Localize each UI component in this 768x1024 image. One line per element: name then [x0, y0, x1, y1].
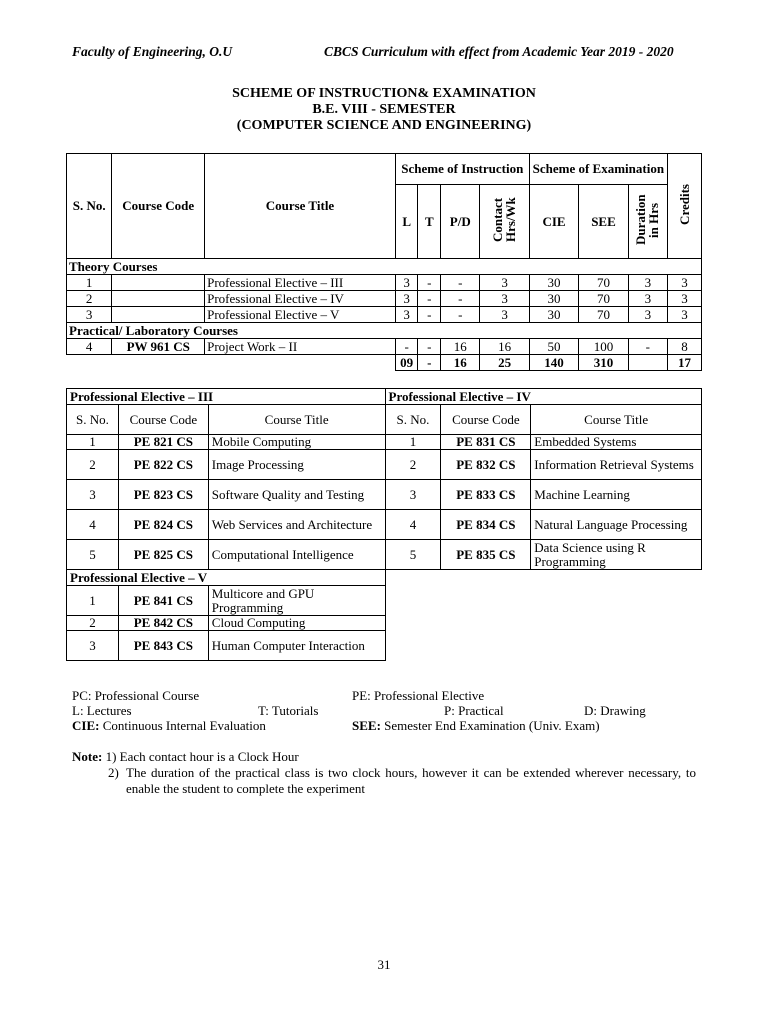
cell-contact: 3	[480, 307, 529, 323]
pe4-col-title: Course Title	[531, 405, 702, 435]
cell-sno: 1	[385, 435, 441, 450]
cell-pd: -	[441, 291, 480, 307]
col-title-header: Course Title	[205, 154, 396, 259]
cell-title: Project Work – II	[205, 339, 396, 355]
blank-cell	[385, 616, 702, 631]
cell-cie: 30	[529, 275, 578, 291]
cell-pd: -	[441, 275, 480, 291]
cell-code: PE 831 CS	[441, 435, 531, 450]
cell-sno: 2	[67, 616, 119, 631]
cell-sno: 5	[385, 540, 441, 570]
cell-l: 3	[395, 291, 418, 307]
col-code-header: Course Code	[112, 154, 205, 259]
total-duration	[628, 355, 667, 371]
cell-code: PE 821 CS	[118, 435, 208, 450]
cell-sno: 4	[385, 510, 441, 540]
cell-sno: 2	[67, 291, 112, 307]
theory-section-label: Theory Courses	[67, 259, 702, 275]
cell-credits: 8	[667, 339, 701, 355]
legend-see	[352, 718, 600, 733]
total-row	[67, 355, 702, 371]
cell-cie: 50	[529, 339, 578, 355]
legend-t: T: Tutorials	[258, 703, 319, 718]
cell-code: PE 825 CS	[118, 540, 208, 570]
table-row	[67, 435, 702, 450]
pe4-heading: Professional Elective – IV	[385, 389, 702, 405]
cell-code	[112, 291, 205, 307]
legend-cie-key: CIE:	[72, 718, 100, 733]
cell-contact: 3	[480, 275, 529, 291]
cell-code: PE 832 CS	[441, 450, 531, 480]
table-row	[67, 291, 702, 307]
legend-pc: PC: Professional Course	[72, 688, 200, 703]
cell-title: Computational Intelligence	[208, 540, 385, 570]
note-line-2	[108, 765, 696, 797]
cell-code: PE 833 CS	[441, 480, 531, 510]
cell-title: Cloud Computing	[208, 616, 385, 631]
pe3-col-title: Course Title	[208, 405, 385, 435]
cell-see: 70	[579, 275, 628, 291]
credits-label: Credits	[676, 184, 692, 225]
cell-sno: 2	[67, 450, 119, 480]
cell-title: Information Retrieval Systems	[531, 450, 702, 480]
cell-l: 3	[395, 307, 418, 323]
cell-duration: -	[628, 339, 667, 355]
table-row	[67, 616, 702, 631]
cell-code: PE 841 CS	[118, 586, 208, 616]
legend-see-value: Semester End Examination (Univ. Exam)	[380, 718, 600, 733]
cell-code: PE 835 CS	[441, 540, 531, 570]
practical-section-label: Practical/ Laboratory Courses	[67, 323, 702, 339]
col-pd-header: P/D	[441, 185, 480, 259]
cell-code: PE 822 CS	[118, 450, 208, 480]
total-cie: 140	[529, 355, 578, 371]
credits-header	[667, 154, 701, 259]
cell-title: Multicore and GPU Programming	[208, 586, 385, 616]
cell-duration: 3	[628, 307, 667, 323]
total-pd: 16	[441, 355, 480, 371]
col-see-header: SEE	[579, 185, 628, 259]
scheme-table	[66, 153, 702, 371]
cell-sno: 1	[67, 586, 119, 616]
cell-code: PW 961 CS	[112, 339, 205, 355]
cell-title: Software Quality and Testing	[208, 480, 385, 510]
title-line-2: B.E. VIII - SEMESTER	[312, 102, 456, 117]
col-contact-header	[480, 185, 529, 259]
col-l-header: L	[395, 185, 418, 259]
total-l: 09	[395, 355, 418, 371]
header-curriculum: CBCS Curriculum with effect from Academic Year 2019 - 2020	[324, 44, 674, 59]
col-duration-header	[628, 185, 667, 259]
cell-sno: 3	[67, 307, 112, 323]
table-row	[67, 307, 702, 323]
pe3-heading: Professional Elective – III	[67, 389, 386, 405]
table-row	[67, 510, 702, 540]
contact-label: Contact Hrs/Wk	[489, 197, 518, 243]
cell-duration: 3	[628, 291, 667, 307]
cell-credits: 3	[667, 291, 701, 307]
cell-cie: 30	[529, 291, 578, 307]
instruction-header: Scheme of Instruction	[395, 154, 529, 185]
cell-code	[112, 307, 205, 323]
cell-sno: 2	[385, 450, 441, 480]
pe3-col-sno: S. No.	[67, 405, 119, 435]
legend-p: P: Practical	[444, 703, 504, 718]
note-label: Note:	[72, 749, 103, 764]
cell-title: Professional Elective – IV	[205, 291, 396, 307]
cell-contact: 16	[480, 339, 529, 355]
col-sno-header: S. No.	[67, 154, 112, 259]
title-line-3: (COMPUTER SCIENCE AND ENGINEERING)	[236, 118, 532, 133]
total-blank	[67, 355, 396, 371]
legend-cie	[72, 718, 266, 733]
cell-see: 70	[579, 291, 628, 307]
cell-title: Professional Elective – III	[205, 275, 396, 291]
cell-code: PE 842 CS	[118, 616, 208, 631]
cell-sno: 1	[67, 275, 112, 291]
cell-credits: 3	[667, 275, 701, 291]
cell-title: Image Processing	[208, 450, 385, 480]
col-cie-header: CIE	[529, 185, 578, 259]
cell-l: 3	[395, 275, 418, 291]
cell-sno: 4	[67, 339, 112, 355]
table-row	[67, 275, 702, 291]
pe5-spacer	[385, 570, 702, 586]
table-row	[67, 339, 702, 355]
note-item-2: The duration of the practical class is two clock hours, however it can be extended wherever necessary, to enable the student to complete the experiment	[126, 765, 696, 796]
cell-title: Natural Language Processing	[531, 510, 702, 540]
cell-code: PE 834 CS	[441, 510, 531, 540]
cell-code: PE 824 CS	[118, 510, 208, 540]
pe4-col-sno: S. No.	[385, 405, 441, 435]
cell-see: 70	[579, 307, 628, 323]
table-row	[67, 450, 702, 480]
blank-cell	[385, 586, 702, 616]
cell-pd: 16	[441, 339, 480, 355]
cell-t: -	[418, 339, 441, 355]
table-row	[67, 631, 702, 661]
note-block	[72, 749, 696, 797]
cell-t: -	[418, 291, 441, 307]
page-number: 31	[377, 957, 391, 972]
pe3-col-code: Course Code	[118, 405, 208, 435]
note-item-2-number: 2)	[108, 765, 119, 780]
cell-code: PE 823 CS	[118, 480, 208, 510]
cell-code: PE 843 CS	[118, 631, 208, 661]
duration-label: Duration in Hrs	[632, 194, 661, 246]
total-credits: 17	[667, 355, 701, 371]
total-contact: 25	[480, 355, 529, 371]
pe5-heading: Professional Elective – V	[67, 570, 386, 586]
cell-title: Web Services and Architecture	[208, 510, 385, 540]
page-title	[0, 86, 768, 134]
cell-contact: 3	[480, 291, 529, 307]
legend-cie-value: Continuous Internal Evaluation	[99, 718, 266, 733]
cell-title: Machine Learning	[531, 480, 702, 510]
header-faculty: Faculty of Engineering, O.U	[72, 44, 233, 59]
total-see: 310	[579, 355, 628, 371]
pe4-col-code: Course Code	[441, 405, 531, 435]
cell-sno: 3	[385, 480, 441, 510]
table-row	[67, 540, 702, 570]
cell-l: -	[395, 339, 418, 355]
cell-sno: 5	[67, 540, 119, 570]
electives-table	[66, 388, 702, 661]
title-line-1: SCHEME OF INSTRUCTION& EXAMINATION	[232, 86, 536, 101]
cell-t: -	[418, 307, 441, 323]
legend-see-key: SEE:	[352, 718, 381, 733]
legend-l: L: Lectures	[72, 703, 132, 718]
cell-duration: 3	[628, 275, 667, 291]
cell-cie: 30	[529, 307, 578, 323]
note-line-1	[72, 749, 696, 765]
cell-code	[112, 275, 205, 291]
note-item-1: 1) Each contact hour is a Clock Hour	[102, 749, 299, 764]
cell-pd: -	[441, 307, 480, 323]
cell-title: Data Science using R Programming	[531, 540, 702, 570]
cell-sno: 3	[67, 631, 119, 661]
table-row	[67, 480, 702, 510]
cell-sno: 1	[67, 435, 119, 450]
col-t-header: T	[418, 185, 441, 259]
blank-cell	[385, 631, 702, 661]
total-t: -	[418, 355, 441, 371]
cell-t: -	[418, 275, 441, 291]
cell-title: Mobile Computing	[208, 435, 385, 450]
cell-title: Professional Elective – V	[205, 307, 396, 323]
examination-header: Scheme of Examination	[529, 154, 667, 185]
cell-title: Embedded Systems	[531, 435, 702, 450]
cell-credits: 3	[667, 307, 701, 323]
table-row	[67, 586, 702, 616]
cell-title: Human Computer Interaction	[208, 631, 385, 661]
cell-sno: 3	[67, 480, 119, 510]
legend-d: D: Drawing	[584, 703, 646, 718]
cell-sno: 4	[67, 510, 119, 540]
cell-see: 100	[579, 339, 628, 355]
legend-pe: PE: Professional Elective	[352, 688, 485, 703]
